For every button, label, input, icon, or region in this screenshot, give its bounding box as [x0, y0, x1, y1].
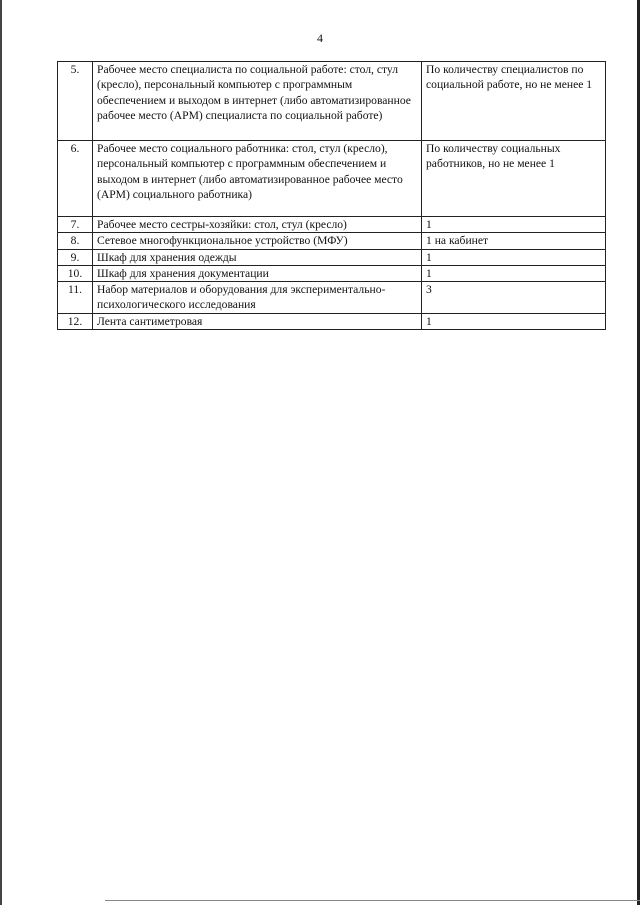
row-number: 9. — [58, 249, 93, 265]
item-quantity: По количеству социальных работников, но не менее 1 — [422, 141, 606, 217]
item-name: Рабочее место сестры-хозяйки: стол, стул (кресло) — [93, 217, 422, 233]
equipment-table — [57, 61, 606, 330]
table-row — [58, 62, 606, 141]
item-name: Рабочее место социального работника: стол, стул (кресло), персональный компьютер с программным обеспечением и выходом в интернет (либо автоматизированное рабочее место (АРМ) социального работника) — [93, 141, 422, 217]
item-name: Лента сантиметровая — [93, 313, 422, 329]
item-quantity: 1 — [422, 249, 606, 265]
item-quantity: 3 — [422, 282, 606, 314]
row-number: 11. — [58, 282, 93, 314]
page-number: 4 — [317, 31, 323, 45]
item-quantity: По количеству специалистов по социальной работе, но не менее 1 — [422, 62, 606, 141]
table-row — [58, 282, 606, 314]
table-row — [58, 265, 606, 281]
item-name: Рабочее место специалиста по социальной работе: стол, стул (кресло), персональный компьютер с программным обеспечением и выходом в интернет (либо автоматизированное рабочее место (АРМ) специалиста по социальной работе) — [93, 62, 422, 141]
scan-left-edge — [0, 0, 2, 905]
row-number: 7. — [58, 217, 93, 233]
row-number: 8. — [58, 233, 93, 249]
item-name: Набор материалов и оборудования для экспериментально-психологического исследования — [93, 282, 422, 314]
row-number: 6. — [58, 141, 93, 217]
item-quantity: 1 — [422, 217, 606, 233]
item-quantity: 1 — [422, 313, 606, 329]
table-row — [58, 249, 606, 265]
table-row — [58, 313, 606, 329]
table-row — [58, 217, 606, 233]
row-number: 12. — [58, 313, 93, 329]
item-quantity: 1 на кабинет — [422, 233, 606, 249]
item-name: Шкаф для хранения документации — [93, 265, 422, 281]
item-name: Сетевое многофункциональное устройство (МФУ) — [93, 233, 422, 249]
row-number: 5. — [58, 62, 93, 141]
item-name: Шкаф для хранения одежды — [93, 249, 422, 265]
row-number: 10. — [58, 265, 93, 281]
scan-bottom-line — [105, 900, 640, 901]
item-quantity: 1 — [422, 265, 606, 281]
table-row — [58, 141, 606, 217]
table-row — [58, 233, 606, 249]
